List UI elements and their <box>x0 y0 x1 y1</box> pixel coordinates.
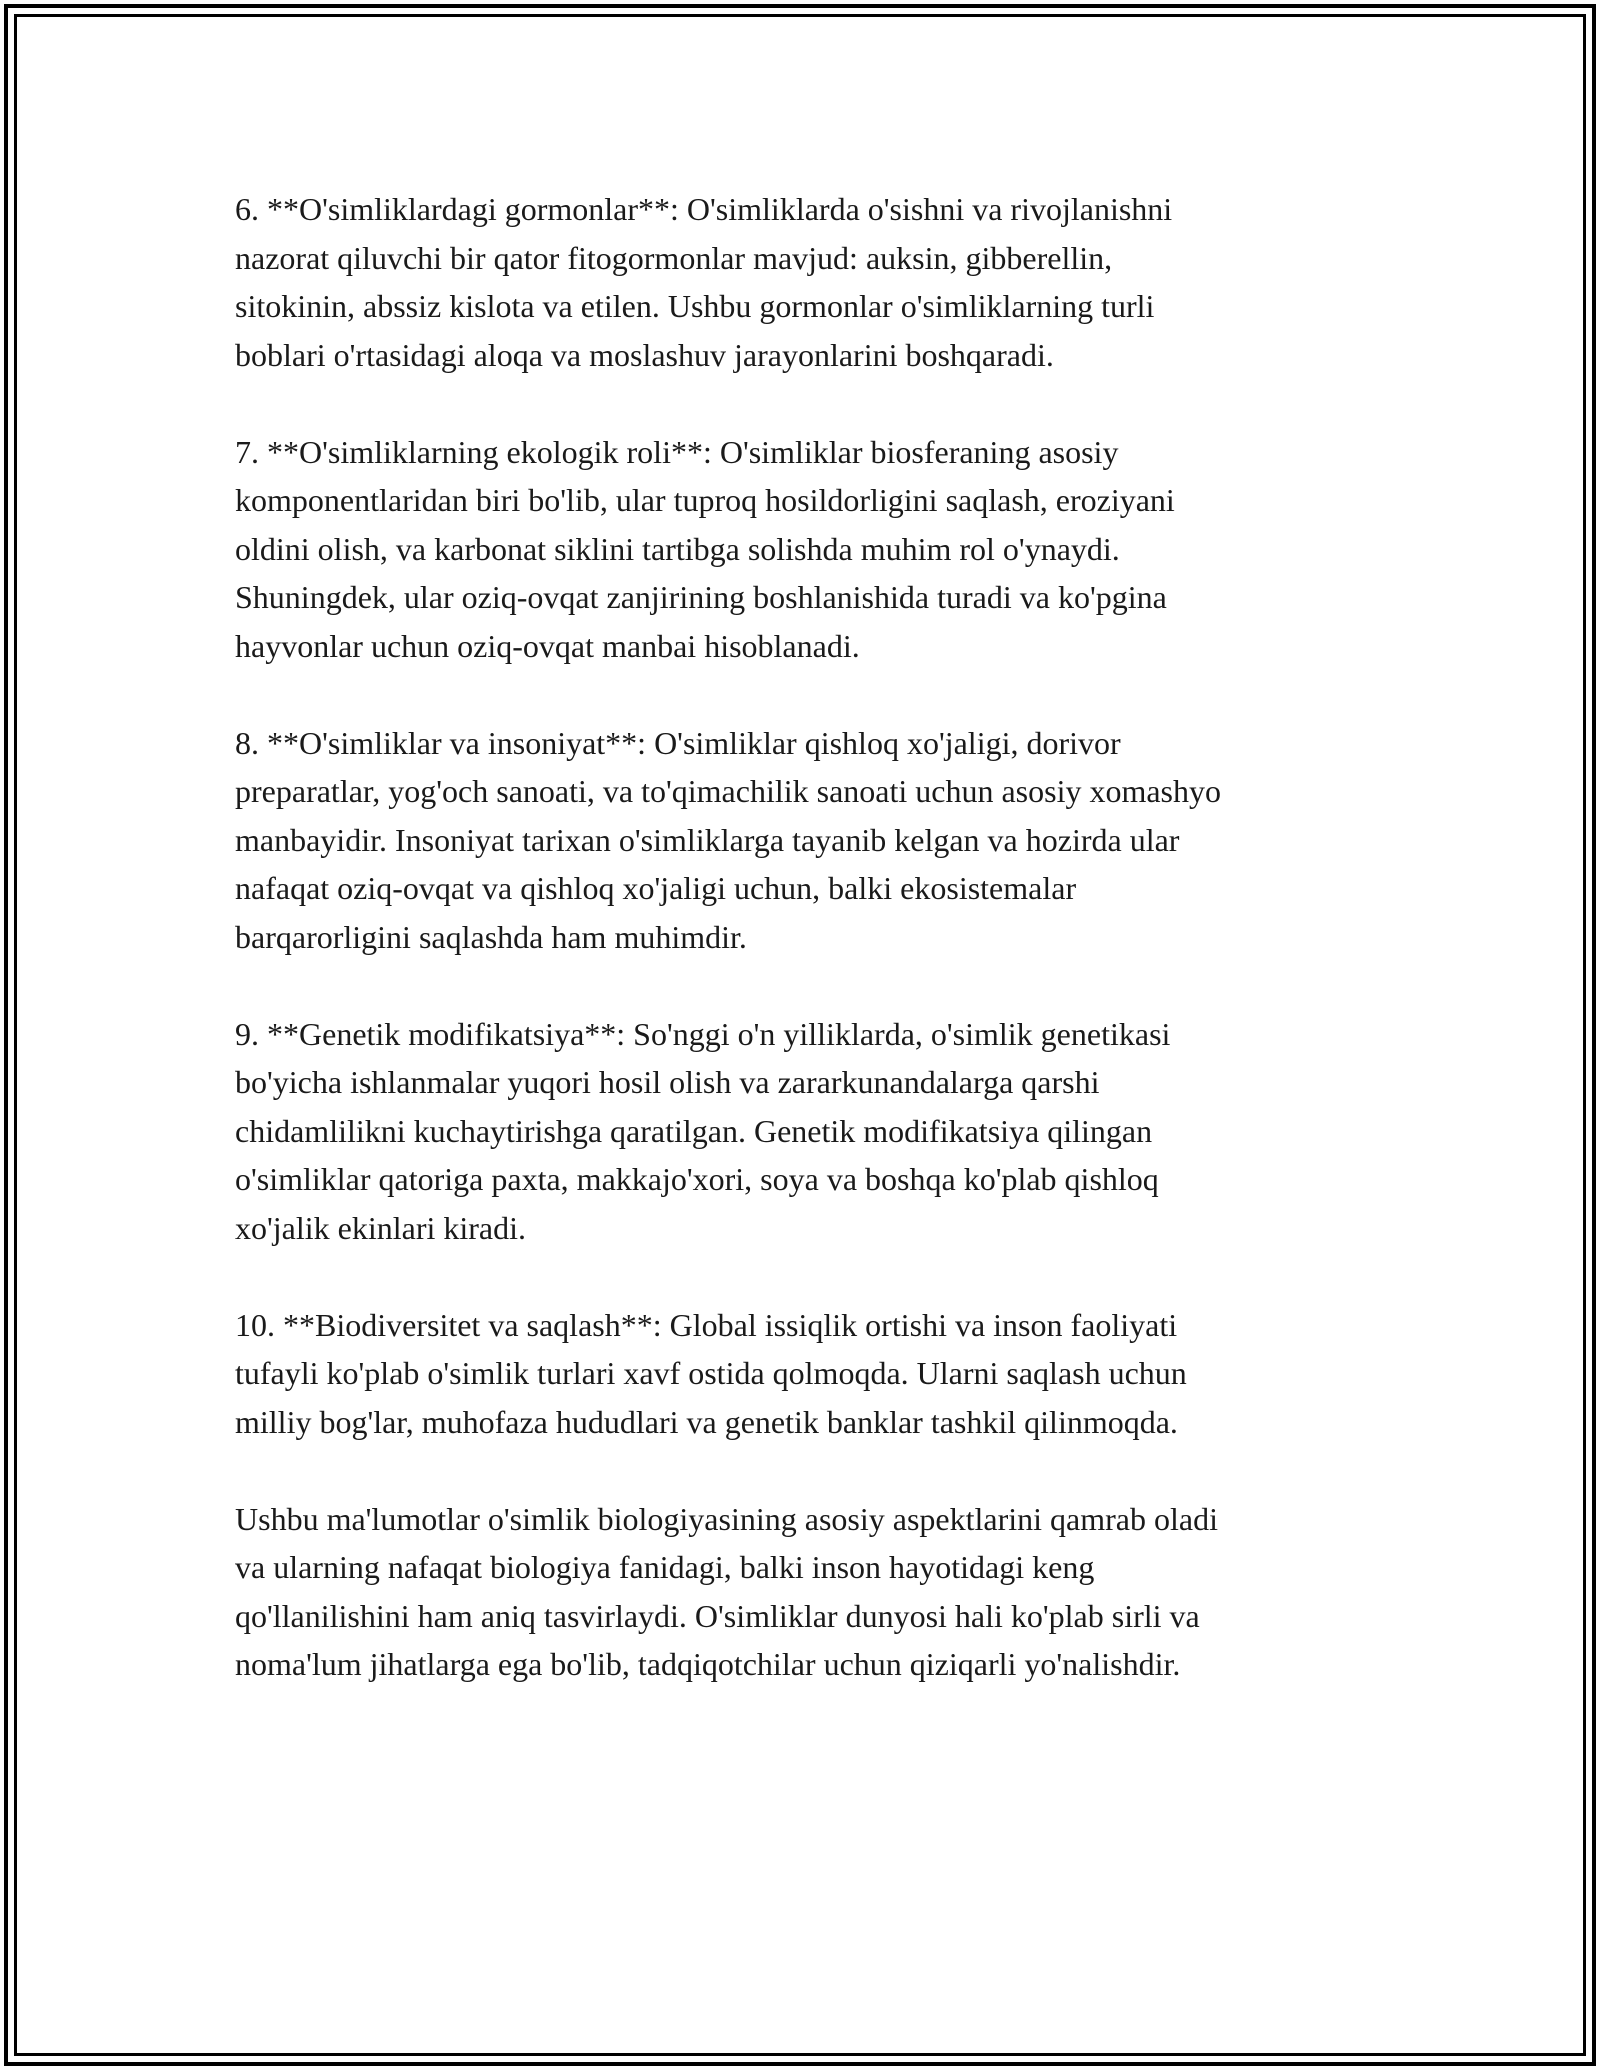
paragraph-ecological-role: 7. **O'simliklarning ekologik roli**: O'simliklar biosferaning asosiy komponentlaridan biri bo'lib, ular tuproq hosildorligini saqlash, eroziyani oldini olish, va karbonat siklini tartibga solishda muhim rol o'ynaydi. Shuningdek, ular oziq-ovqat zanjirining boshlanishida turadi va ko'pgina hayvonlar uchun oziq-ovqat manbai hisoblanadi. <box>235 433 1175 664</box>
paragraph-conclusion: Ushbu ma'lumotlar o'simlik biologiyasining asosiy aspektlarini qamrab oladi va ularning nafaqat biologiya fanidagi, balki inson hayotidagi keng qo'llanilishini ham aniq tasvirlaydi. O'simliklar dunyosi hali ko'plab sirli va noma'lum jihatlarga ega bo'lib, tadqiqotchilar uchun qiziqarli yo'nalishdir. <box>235 1500 1218 1682</box>
document-body <box>235 185 1385 1737</box>
paragraph-plant-hormones: 6. **O'simliklardagi gormonlar**: O'simliklarda o'sishni va rivojlanishni nazorat qiluvchi bir qator fitogormonlar mavjud: auksin, gibberellin, sitokinin, abssiz kislota va etilen. Ushbu gormonlar o'simliklarning turli boblari o'rtasidagi aloqa va moslashuv jarayonlarini boshqaradi. <box>235 191 1173 373</box>
paragraph-biodiversity: 10. **Biodiversitet va saqlash**: Global issiqlik ortishi va inson faoliyati tufayli ko'plab o'simlik turlari xavf ostida qolmoqda. Ularni saqlash uchun milliy bog'lar, muhofaza hududlari va genetik banklar tashkil qilinmoqda. <box>235 1306 1187 1440</box>
paragraph-plants-and-humanity: 8. **O'simliklar va insoniyat**: O'simliklar qishloq xo'jaligi, dorivor preparatlar, yog'och sanoati, va to'qimachilik sanoati uchun asosiy xomashyo manbayidir. Insoniyat tarixan o'simliklarga tayanib kelgan va hozirda ular nafaqat oziq-ovqat va qishloq xo'jaligi uchun, balki ekosistemalar barqarorligini saqlashda ham muhimdir. <box>235 724 1221 955</box>
paragraph-genetic-modification: 9. **Genetik modifikatsiya**: So'nggi o'n yilliklarda, o'simlik genetikasi bo'yicha ishlanmalar yuqori hosil olish va zararkunandalarga qarshi chidamlilikni kuchaytirishga qaratilgan. Genetik modifikatsiya qilingan o'simliklar qatoriga paxta, makkajo'xori, soya va boshqa ko'plab qishloq xo'jalik ekinlari kiradi. <box>235 1015 1171 1246</box>
